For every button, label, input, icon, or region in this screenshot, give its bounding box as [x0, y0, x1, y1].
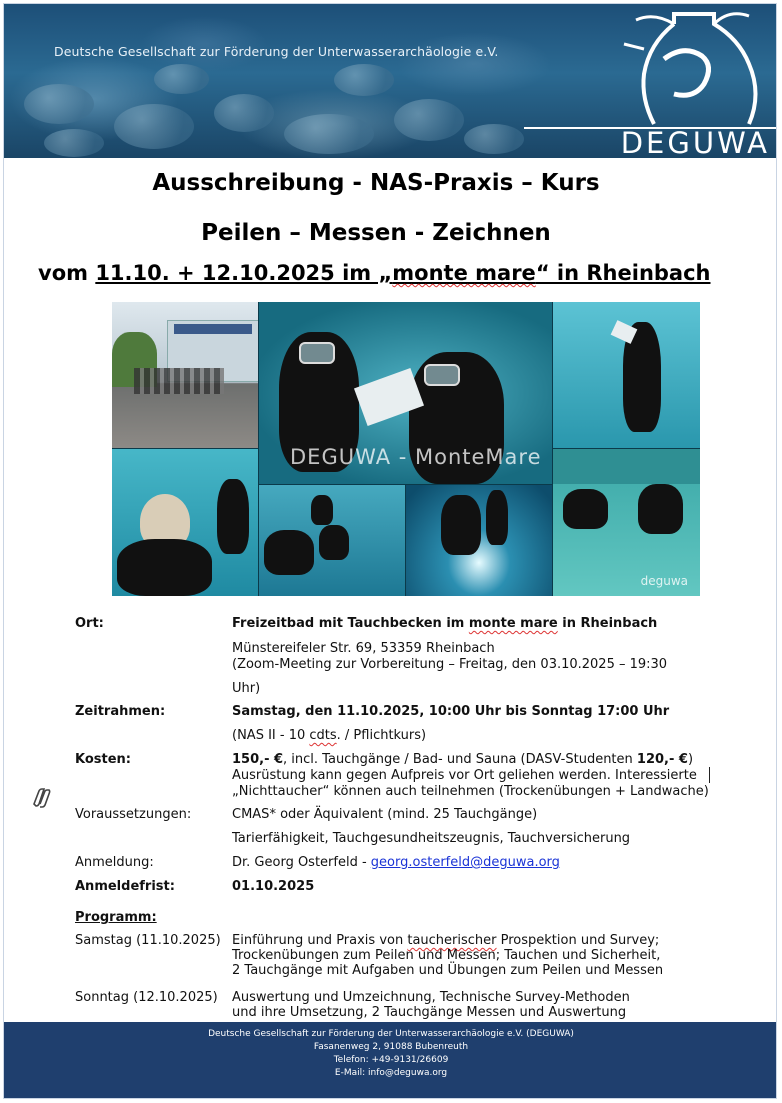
sat-line1-pre: Einführung und Praxis von [232, 933, 408, 948]
venue-text: monte mare [392, 261, 536, 285]
programm-title: Programm: [75, 910, 157, 925]
flyer-page [3, 3, 777, 1099]
voraussetzungen-value: CMAS* oder Äquivalent (mind. 25 Tauchgänge) [232, 807, 538, 822]
ort-value [232, 616, 657, 631]
zeit-value: Samstag, den 11.10.2025, 10:00 Uhr bis Sonntag 17:00 Uhr [232, 704, 670, 719]
anmeldung-name: Dr. Georg Osterfeld - [232, 855, 371, 870]
kosten-mid: , incl. Tauchgänge / Bad- und Sauna (DASV-Studenten [283, 752, 637, 767]
footer-address: Fasanenweg 2, 91088 Bubenreuth [313, 1042, 469, 1052]
programm-sun-line2: und ihre Umsetzung, 2 Tauchgänge Messen und Auswertung [232, 1005, 627, 1020]
sat-line1-post: Prospektion und Survey; [496, 933, 660, 948]
anmeldung-label: Anmeldung: [75, 855, 154, 870]
ort-value-post: in Rheinbach [557, 616, 658, 631]
zeit-note [232, 728, 426, 743]
ort-value-pre: Freizeitbad mit Tauchbecken im [232, 616, 469, 631]
photo-collage [112, 302, 700, 596]
dates-prefix: vom [38, 261, 96, 285]
dates-underlined [95, 261, 710, 285]
collage-corner-text: deguwa [640, 574, 688, 588]
kosten-price: 150,- € [232, 752, 284, 767]
programm-sat-label: Samstag (11.10.2025) [75, 933, 221, 948]
programm-sun-line1: Auswertung und Umzeichnung, Technische Survey-Methoden [232, 990, 630, 1005]
footer [4, 1022, 777, 1099]
programm-sat-line2: Trockenübungen zum Peilen und Messen; Tauchen und Sicherheit, [232, 948, 661, 963]
programm-sun-label: Sonntag (12.10.2025) [75, 990, 218, 1005]
kosten-line3: „Nichttaucher“ können auch teilnehmen (Trockenübungen + Landwache) [232, 784, 709, 799]
footer-email: E-Mail: info@deguwa.org [334, 1068, 448, 1078]
photo-skull-mask [112, 449, 258, 596]
dates-text: 11.10. + 12.10.2025 im „ [95, 261, 393, 285]
ort-value-venue: monte mare [468, 616, 558, 631]
kosten-label: Kosten: [75, 752, 131, 767]
ort-zoom-cont: Uhr) [232, 681, 261, 696]
zeit-note-pre: (NAS II - 10 [232, 728, 310, 743]
programm-sat-line1 [232, 933, 659, 948]
sat-line1-sq: taucherischer [407, 933, 497, 948]
kosten-value [232, 752, 693, 767]
course-title: Ausschreibung - NAS-Praxis – Kurs [152, 170, 600, 196]
course-subtitle: Peilen – Messen - Zeichnen [201, 220, 551, 246]
footer-org: Deutsche Gesellschaft zur Förderung der Unterwasserarchäologie e.V. (DEGUWA) [208, 1029, 574, 1039]
deguwa-logo [524, 4, 777, 158]
collage-overlay-text: DEGUWA - MonteMare [290, 445, 542, 469]
photo-building [112, 302, 258, 448]
footer-phone: Telefon: +49-9131/26609 [333, 1055, 449, 1065]
copilot-icon[interactable] [30, 788, 52, 808]
anmeldung-value [232, 855, 560, 870]
org-name: Deutsche Gesellschaft zur Förderung der Unterwasserarchäologie e.V. [54, 44, 499, 59]
zeit-note-cdts: cdts [309, 728, 337, 743]
course-dates [38, 261, 711, 285]
photo-diver-standing [553, 302, 700, 448]
header-banner [4, 4, 777, 158]
zeit-note-post: . / Pflichtkurs) [336, 728, 427, 743]
dates-suffix: “ in Rheinbach [535, 261, 711, 285]
logo-text: DEGUWA [620, 126, 770, 158]
anmeldefrist-label: Anmeldefrist: [75, 879, 175, 894]
kosten-student-price: 120,- € [636, 752, 688, 767]
kosten-line2: Ausrüstung kann gegen Aufpreis vor Ort geliehen werden. Interessierte [232, 768, 697, 783]
photo-divers-pool-floor [259, 485, 405, 596]
photo-diver-light [406, 485, 552, 596]
voraussetzungen-label: Voraussetzungen: [75, 807, 192, 822]
zeit-label: Zeitrahmen: [75, 704, 166, 719]
ort-zoom: (Zoom-Meeting zur Vorbereitung – Freitag, den 03.10.2025 – 19:30 [232, 657, 668, 672]
kosten-end: ) [687, 752, 694, 767]
programm-sat-line3: 2 Tauchgänge mit Aufgaben und Übungen zum Peilen und Messen [232, 963, 664, 978]
anmeldung-email-link[interactable]: georg.osterfeld@deguwa.org [370, 855, 560, 870]
ort-label: Ort: [75, 616, 104, 631]
text-cursor [709, 767, 710, 783]
ort-address: Münstereifeler Str. 69, 53359 Rheinbach [232, 641, 495, 656]
voraussetzungen-value2: Tarierfähigkeit, Tauchgesundheitszeugnis, Tauchversicherung [232, 831, 631, 846]
anmeldefrist-value: 01.10.2025 [232, 879, 315, 894]
